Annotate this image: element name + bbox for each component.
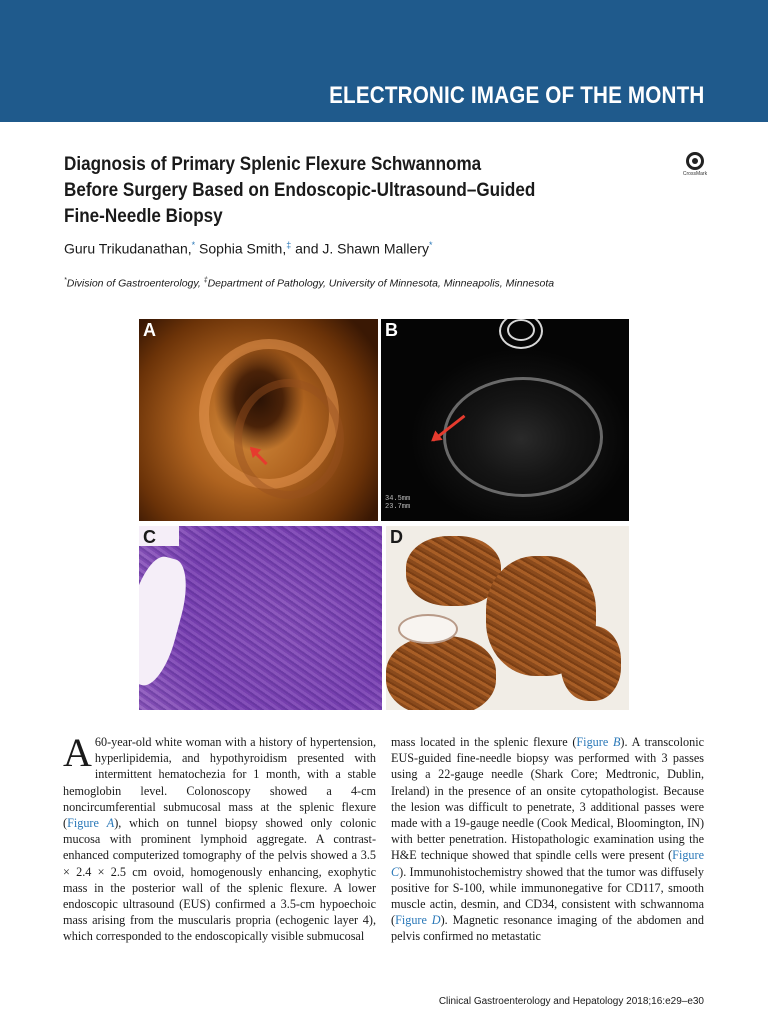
author-mark[interactable]: * bbox=[428, 240, 433, 250]
figure-link-d[interactable]: Figure D bbox=[395, 913, 441, 928]
author-name: Sophia Smith, bbox=[199, 240, 287, 257]
clear-vessel bbox=[398, 614, 458, 644]
affiliation-mark: * bbox=[64, 277, 67, 284]
crossmark-icon bbox=[686, 152, 704, 170]
tissue-fragment bbox=[386, 636, 496, 710]
drop-cap: A bbox=[63, 730, 92, 775]
author-name: and J. Shawn Mallery bbox=[295, 240, 429, 257]
article-title bbox=[64, 152, 624, 230]
crossmark-label: CrossMark bbox=[682, 171, 708, 177]
author-mark[interactable]: * bbox=[191, 240, 196, 250]
body-paragraph bbox=[63, 730, 376, 945]
figure-link-b[interactable]: Figure B bbox=[576, 735, 621, 749]
body-text: mass located in the splenic flexure ( bbox=[391, 735, 577, 749]
body-text: ). A transcolonic EUS-guided fine-needle biopsy was performed with 3 passes using a 22-gauge needle (Shark Core; Medtronic, Dublin, Ireland) in the presence of an onsite cytopathologist. Because the lesion was difficult to penetrate, 3 additional passes were made with a 19-gauge needle (Cook Medical, Bloomington, IN) with better penetration. Histopathologic examination using the H&E technique showed that spindle cells were present ( bbox=[391, 735, 705, 863]
author-name: Guru Trikudanathan, bbox=[64, 240, 192, 257]
scale-value: 23.7mm bbox=[385, 503, 411, 511]
affiliation-mark: ‡ bbox=[203, 277, 208, 284]
panel-label: A bbox=[143, 320, 156, 340]
figure-panel-b bbox=[381, 319, 629, 521]
scale-value: 34.5mm bbox=[385, 495, 411, 503]
body-paragraph bbox=[391, 734, 704, 945]
title-line: Before Surgery Based on Endoscopic-Ultrasound–Guided bbox=[64, 180, 536, 201]
author-mark[interactable]: ‡ bbox=[286, 240, 292, 250]
panel-label: D bbox=[390, 527, 403, 547]
affiliation bbox=[64, 277, 554, 290]
background-area bbox=[139, 552, 195, 691]
body-column-right bbox=[391, 734, 704, 945]
title-line: Fine-Needle Biopsy bbox=[64, 206, 223, 227]
title-line: Diagnosis of Primary Splenic Flexure Schwannoma bbox=[64, 154, 482, 175]
section-title: ELECTRONIC IMAGE OF THE MONTH bbox=[328, 82, 704, 109]
body-text: ). Immunohistochemistry showed that the tumor was diffusely positive for S-100, while immunonegative for CD117, smooth muscle actin, desmin, and CD34, consistent with schwannoma ( bbox=[391, 864, 704, 928]
figure-link-a[interactable]: Figure A bbox=[67, 816, 115, 831]
body-column-left bbox=[63, 730, 376, 945]
tissue-fragment bbox=[561, 626, 621, 701]
figure-panel-c bbox=[139, 526, 382, 710]
figure-panel-d bbox=[386, 526, 629, 710]
journal-citation: Clinical Gastroenterology and Hepatology 2018;16:e29–e30 bbox=[438, 996, 704, 1007]
body-text: ), which on tunnel biopsy showed only colonic mucosa with prominent lymphoid aggregate. A contrast-enhanced computerized tomography of the pelvis showed a 3.5 × 2.4 × 2.5 cm ovoid, homogenously enhancing, exophytic mass in the posterior wall of the splenic flexure. A lower endoscopic ultrasound (EUS) confirmed a 3.5-cm hypoechoic mass arising from the muscularis propria (echogenic layer 4), which corresponded to the endoscopically visible submucosal bbox=[63, 816, 376, 944]
affiliation-text: Department of Pathology, University of Minnesota, Minneapolis, Minnesota bbox=[207, 277, 555, 290]
body-text: 60-year-old white woman with a history of hypertension, hyperlipidemia, and hypothyroidism presented with intermittent hematochezia for 1 month, with a stable hemoglobin level. Colonoscopy showed a 4-cm noncircumferential submucosal mass at the splenic flexure ( bbox=[63, 735, 376, 831]
scale-readout bbox=[385, 495, 410, 511]
author-list bbox=[64, 240, 432, 257]
panel-label: B bbox=[385, 320, 398, 340]
echo-probe-ring bbox=[507, 319, 535, 341]
figure-panel-a bbox=[139, 319, 378, 521]
mucosal-fold bbox=[234, 379, 344, 499]
figure-link-c[interactable]: Figure C bbox=[391, 848, 704, 879]
section-banner bbox=[0, 0, 768, 122]
affiliation-text: Division of Gastroenterology, bbox=[66, 277, 204, 290]
body-text: ). Magnetic resonance imaging of the abdomen and pelvis confirmed no metastatic bbox=[391, 913, 704, 944]
panel-label: C bbox=[143, 527, 156, 547]
hypoechoic-mass bbox=[443, 377, 603, 497]
crossmark-badge[interactable] bbox=[680, 152, 710, 177]
